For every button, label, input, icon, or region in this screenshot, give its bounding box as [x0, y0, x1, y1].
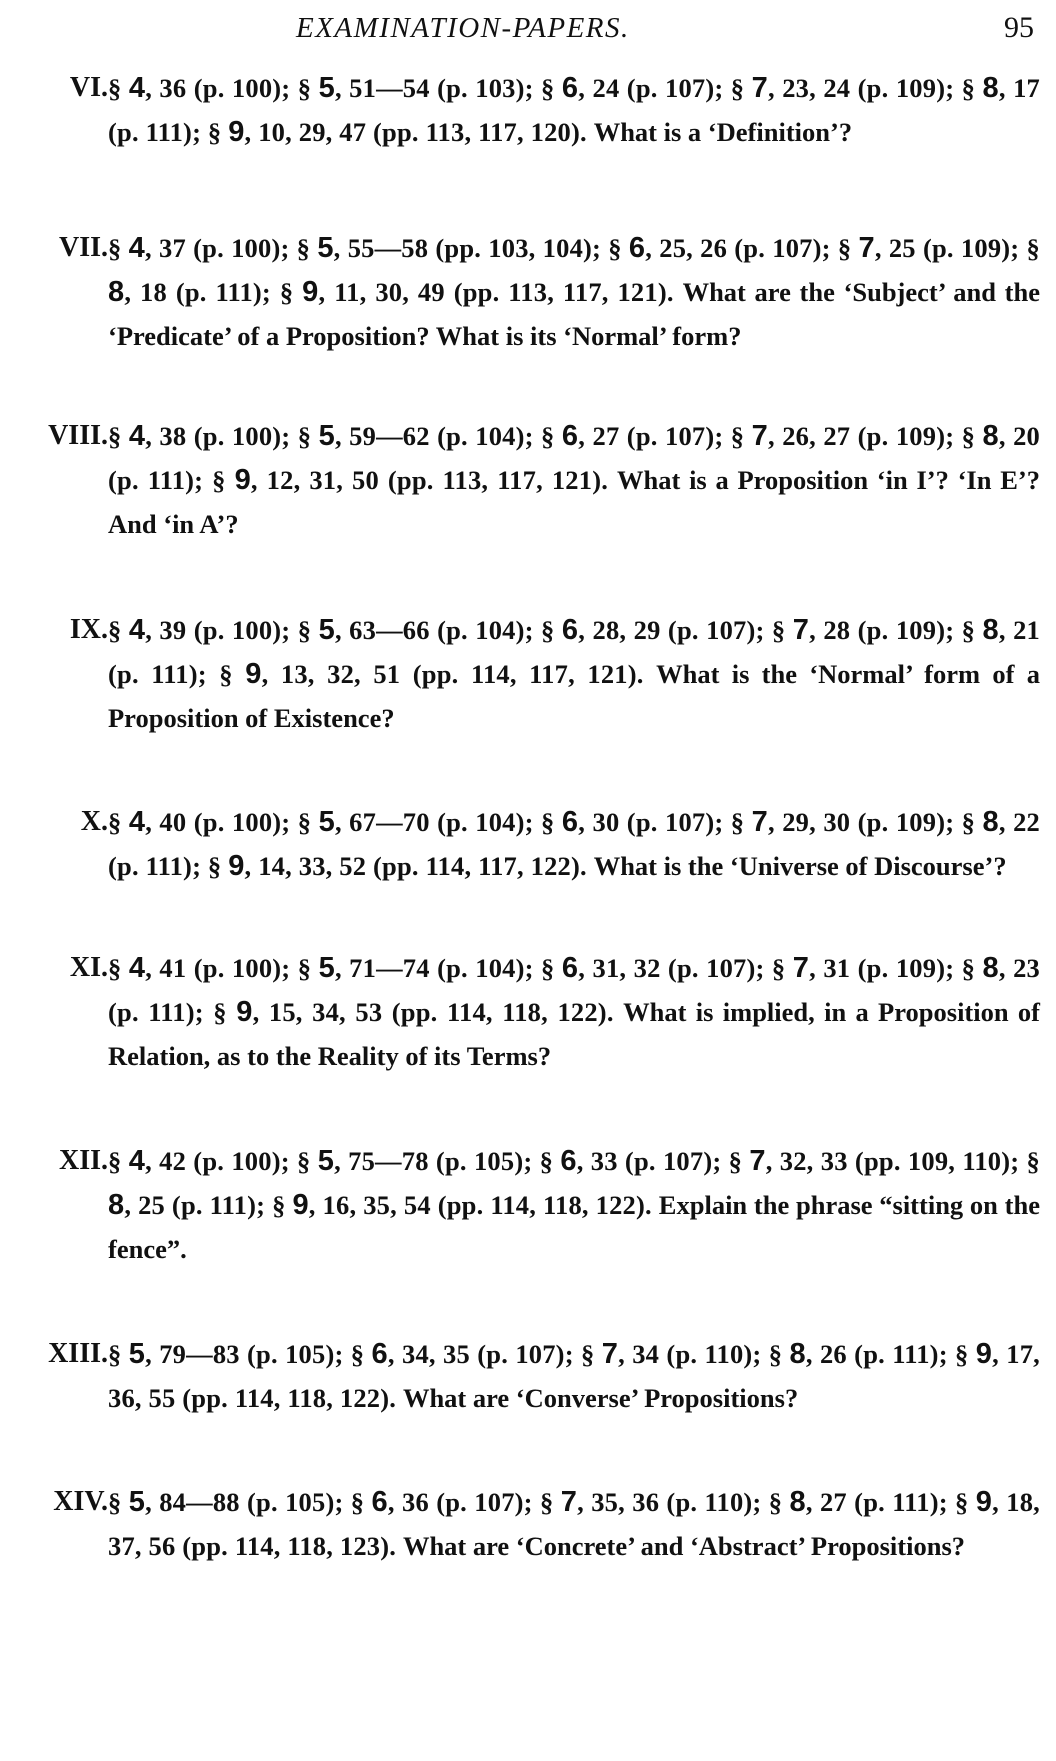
paper-body: [108, 1332, 1040, 1420]
section-references: § 4, 42 (p. 100); § 5, 75—78 (p. 105); § 6, 33 (p. 107); § 7, 32, 33 (pp. 109, 110); § 8, 25 (p. 111); § 9, 16, 35, 54 (pp. 114, 118, 122).: [108, 1145, 1040, 1221]
paper-question: What is a Proposition ‘in I’? ‘In E’? And ‘in A’?: [108, 465, 1040, 539]
page-number: 95: [1004, 11, 1034, 44]
paper-body: [108, 1139, 1040, 1271]
paper-question: What is implied, in a Proposition of Relation, as to the Reality of its Terms?: [108, 997, 1040, 1071]
paper-body: [108, 608, 1040, 740]
paper-question: What is a ‘Definition’?: [593, 117, 853, 147]
running-head: [0, 6, 1056, 50]
paper-numeral: XII.: [58, 1145, 108, 1176]
running-title: EXAMINATION-PAPERS.: [296, 12, 630, 44]
paper-question: What are ‘Concrete’ and ‘Abstract’ Propositions?: [402, 1531, 966, 1561]
section-references: § 5, 84—88 (p. 105); § 6, 36 (p. 107); § 7, 35, 36 (p. 110); § 8, 27 (p. 111); § 9, 18, 37, 56 (pp. 114, 118, 123).: [108, 1486, 1040, 1561]
paper-body: [108, 226, 1040, 358]
paper-question: What is the ‘Universe of Discourse’?: [593, 851, 1007, 881]
paper-body: [108, 946, 1040, 1078]
paper-numeral: VIII.: [48, 420, 108, 451]
paper-numeral: VII.: [58, 232, 108, 263]
paper-numeral: X.: [80, 806, 108, 837]
paper-numeral: XI.: [69, 952, 108, 983]
section-references: § 4, 39 (p. 100); § 5, 63—66 (p. 104); § 6, 28, 29 (p. 107); § 7, 28 (p. 109); § 8, 21 (p. 111); § 9, 13, 32, 51 (pp. 114, 117, 121).: [108, 614, 1040, 690]
paper-question: What are the ‘Subject’ and the ‘Predicate’ of a Proposition? What is its ‘Normal’ form?: [108, 277, 1040, 351]
paper-numeral: VI.: [69, 72, 108, 103]
section-references: § 4, 38 (p. 100); § 5, 59—62 (p. 104); § 6, 27 (p. 107); § 7, 26, 27 (p. 109); § 8, 20 (p. 111); § 9, 12, 31, 50 (pp. 113, 117, 121).: [108, 420, 1040, 496]
paper-question: What is the ‘Normal’ form of a Proposition of Existence?: [108, 659, 1040, 733]
paper-numeral: IX.: [69, 614, 108, 645]
section-references: § 4, 37 (p. 100); § 5, 55—58 (pp. 103, 104); § 6, 25, 26 (p. 107); § 7, 25 (p. 109); § 8, 18 (p. 111); § 9, 11, 30, 49 (pp. 113, 117, 121).: [108, 232, 1040, 308]
paper-body: [108, 1480, 1040, 1568]
paper-body: [108, 414, 1040, 546]
paper-numeral: XIV.: [53, 1486, 108, 1517]
section-references: § 4, 40 (p. 100); § 5, 67—70 (p. 104); § 6, 30 (p. 107); § 7, 29, 30 (p. 109); § 8, 22 (p. 111); § 9, 14, 33, 52 (pp. 114, 117, 122).: [108, 806, 1040, 882]
section-references: § 5, 79—83 (p. 105); § 6, 34, 35 (p. 107); § 7, 34 (p. 110); § 8, 26 (p. 111); § 9, 17, 36, 55 (pp. 114, 118, 122).: [108, 1338, 1040, 1413]
paper-question: What are ‘Converse’ Propositions?: [402, 1383, 799, 1413]
paper-body: [108, 66, 1040, 154]
paper-numeral: XIII.: [48, 1338, 108, 1369]
paper-question: Explain the phrase “sitting on the fence”.: [108, 1190, 1040, 1264]
paper-body: [108, 800, 1040, 888]
section-references: § 4, 41 (p. 100); § 5, 71—74 (p. 104); § 6, 31, 32 (p. 107); § 7, 31 (p. 109); § 8, 23 (p. 111); § 9, 15, 34, 53 (pp. 114, 118, 122).: [108, 952, 1040, 1028]
section-references: § 4, 36 (p. 100); § 5, 51—54 (p. 103); § 6, 24 (p. 107); § 7, 23, 24 (p. 109); § 8, 17 (p. 111); § 9, 10, 29, 47 (pp. 113, 117, 120).: [108, 72, 1040, 148]
